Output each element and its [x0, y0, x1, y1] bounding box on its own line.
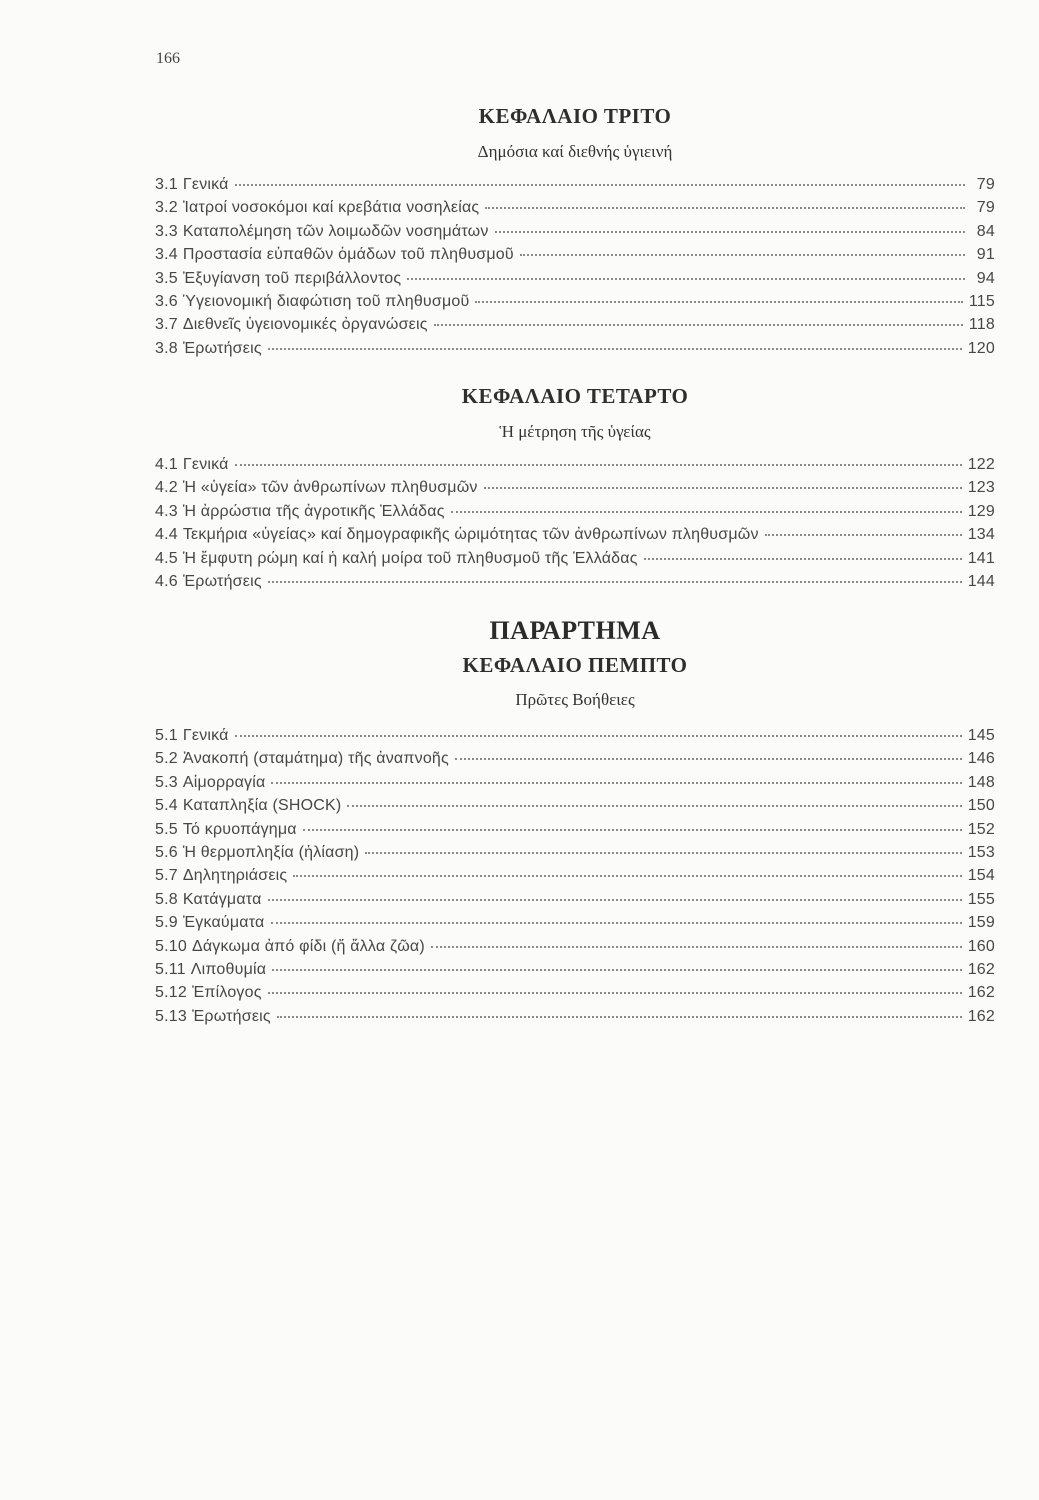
toc-entry-number: 5.2 [155, 750, 178, 768]
chapter-5-heading [155, 653, 995, 678]
toc-entry-page: 91 [976, 246, 995, 264]
toc-entry-page: 154 [967, 867, 995, 885]
chapter-5-title: ΚΕΦΑΛΑΙΟ ΠΕΜΠΤΟ [462, 653, 688, 677]
toc-entry-number: 3.3 [155, 222, 178, 240]
toc-entry-number: 5.1 [155, 727, 178, 744]
toc-entry-title: Γενικά [182, 456, 229, 473]
toc-entry [155, 503, 995, 526]
toc-dot-leader [485, 206, 965, 209]
toc-entry-number: 5.7 [155, 867, 178, 885]
chapter-4-heading [155, 384, 995, 409]
toc-entry-title: Δάγκωμα ἀπό φίδι (ἤ ἄλλα ζῶα) [191, 937, 425, 955]
page-number: 166 [156, 50, 180, 67]
toc-entry-number: 5.13 [155, 1007, 187, 1025]
toc-entry-page: 120 [967, 339, 995, 357]
toc-entry-title: Ἐξυγίανση τοῦ περιβάλλοντος [182, 269, 402, 287]
toc-entry-number: 5.4 [155, 797, 178, 815]
toc-entry-number: 5.12 [155, 984, 187, 1002]
toc-entry-title: Τό κρυοπάγημα [182, 820, 297, 838]
chapter-5-subtitle: Πρῶτες Βοήθειες [515, 690, 635, 709]
toc-entry-title: Τεκμήρια «ὑγείας» καί δημογραφικῆς ὡριμότητας τῶν ἀνθρωπίνων πληθυσμῶν [182, 526, 759, 544]
toc-entry [155, 797, 995, 820]
chapter-3-subtitle: Δημόσια καί διεθνής ὑγιεινή [477, 142, 673, 161]
toc-dot-leader [268, 347, 962, 350]
toc-entry-number: 5.9 [155, 914, 178, 932]
toc-entry-title: Ἀνακοπή (σταμάτημα) τῆς ἀναπνοῆς [182, 750, 449, 768]
toc-entry-number: 5.6 [155, 843, 178, 861]
toc-entry [155, 774, 995, 797]
chapter-3-heading [155, 104, 995, 129]
toc-entry-title: Καταπληξία (SHOCK) [182, 797, 342, 815]
toc-entry-title: Ἡ θερμοπληξία (ἡλίαση) [182, 843, 360, 861]
chapter-3-toc [155, 176, 995, 363]
toc-entry-title: Γενικά [182, 727, 229, 744]
toc-entry-number: 4.6 [155, 572, 178, 590]
toc-entry-page: 162 [967, 960, 995, 978]
toc-dot-leader [268, 580, 962, 583]
toc-entry-page: 148 [967, 773, 995, 791]
toc-dot-leader [235, 463, 962, 466]
chapter-3-subtitle-wrap [155, 142, 995, 162]
toc-dot-leader [765, 533, 962, 536]
toc-dot-leader [495, 230, 965, 233]
chapter-5-toc [155, 727, 995, 1031]
toc-dot-leader [434, 323, 963, 326]
toc-dot-leader [407, 277, 965, 280]
toc-entry-page: 150 [967, 797, 995, 815]
toc-entry-page: 141 [967, 549, 995, 567]
toc-dot-leader [271, 921, 962, 924]
toc-entry [155, 867, 995, 890]
toc-dot-leader [475, 300, 962, 303]
toc-entry [155, 246, 995, 269]
toc-entry [155, 340, 995, 363]
toc-dot-leader [484, 486, 962, 489]
toc-dot-leader [347, 804, 961, 807]
toc-entry-number: 3.6 [155, 292, 178, 310]
toc-entry-title: Δηλητηριάσεις [182, 867, 288, 885]
toc-entry-title: Ἐρωτήσεις [182, 339, 262, 357]
toc-entry [155, 479, 995, 502]
toc-entry-title: Ἡ «ὑγεία» τῶν ἀνθρωπίνων πληθυσμῶν [182, 479, 478, 497]
toc-entry-number: 5.8 [155, 890, 178, 908]
toc-entry [155, 891, 995, 914]
toc-entry-number: 5.5 [155, 820, 178, 838]
toc-entry-page: 152 [967, 820, 995, 838]
toc-dot-leader [520, 253, 965, 256]
toc-dot-leader [272, 968, 962, 971]
toc-entry-number: 4.1 [155, 456, 178, 473]
toc-entry-page: 145 [967, 727, 995, 744]
toc-entry [155, 456, 995, 479]
toc-entry-title: Ἐγκαύματα [182, 914, 265, 932]
toc-entry [155, 526, 995, 549]
toc-entry [155, 984, 995, 1007]
toc-dot-leader [277, 1015, 962, 1018]
toc-entry [155, 914, 995, 937]
toc-entry-title: Ἡ ἔμφυτη ρώμη καί ἡ καλή μοίρα τοῦ πληθυσμοῦ τῆς Ἑλλάδας [182, 549, 638, 567]
toc-entry-number: 4.3 [155, 502, 178, 520]
toc-entry [155, 938, 995, 961]
toc-entry-page: 123 [967, 479, 995, 497]
toc-entry-title: Ἐρωτήσεις [182, 572, 262, 590]
toc-entry-title: Γενικά [182, 176, 229, 193]
toc-entry-number: 5.11 [155, 960, 186, 978]
toc-dot-leader [365, 851, 961, 854]
chapter-4-toc [155, 456, 995, 596]
toc-entry-page: 153 [967, 843, 995, 861]
toc-entry-page: 162 [967, 1007, 995, 1025]
chapter-5-subtitle-wrap [155, 690, 995, 710]
toc-entry-page: 134 [967, 526, 995, 544]
toc-entry-number: 3.2 [155, 199, 178, 217]
toc-entry-page: 160 [967, 937, 995, 955]
chapter-3-title: ΚΕΦΑΛΑΙΟ ΤΡΙΤΟ [478, 104, 672, 128]
toc-entry-number: 5.10 [155, 937, 187, 955]
toc-entry [155, 316, 995, 339]
toc-entry [155, 727, 995, 750]
toc-entry-title: Αἱμορραγία [182, 773, 266, 791]
toc-dot-leader [271, 781, 961, 784]
toc-entry-number: 3.8 [155, 339, 178, 357]
toc-entry [155, 573, 995, 596]
toc-dot-leader [431, 945, 962, 948]
toc-dot-leader [451, 510, 962, 513]
toc-entry-number: 3.7 [155, 316, 178, 334]
toc-entry-page: 159 [967, 914, 995, 932]
toc-entry [155, 176, 995, 199]
toc-entry-title: Κατάγματα [182, 890, 262, 908]
toc-entry-page: 122 [967, 456, 995, 473]
toc-entry-page: 79 [976, 199, 995, 217]
toc-entry-title: Καταπολέμηση τῶν λοιμωδῶν νοσημάτων [182, 222, 489, 240]
toc-entry-page: 118 [968, 316, 995, 334]
toc-entry [155, 550, 995, 573]
toc-entry-title: Ἐρωτήσεις [191, 1007, 271, 1025]
toc-entry-title: Λιποθυμία [190, 960, 267, 978]
toc-entry-number: 4.5 [155, 549, 178, 567]
toc-dot-leader [455, 757, 962, 760]
toc-entry [155, 1008, 995, 1031]
toc-entry-page: 146 [967, 750, 995, 768]
appendix-title: ΠΑΡΑΡΤΗΜΑ [489, 616, 661, 645]
toc-entry [155, 750, 995, 773]
toc-entry-page: 94 [976, 269, 995, 287]
toc-entry [155, 199, 995, 222]
toc-entry-page: 155 [967, 890, 995, 908]
toc-entry-number: 3.1 [155, 176, 178, 193]
toc-entry-title: Ἡ ἀρρώστια τῆς ἀγροτικῆς Ἑλλάδας [182, 502, 445, 520]
toc-entry [155, 293, 995, 316]
toc-dot-leader [293, 874, 961, 877]
toc-entry-page: 129 [967, 502, 995, 520]
toc-entry-number: 3.5 [155, 269, 178, 287]
toc-entry-page: 84 [976, 222, 995, 240]
toc-entry-number: 5.3 [155, 773, 178, 791]
chapter-4-subtitle-wrap [155, 422, 995, 442]
toc-entry [155, 223, 995, 246]
toc-entry-title: Ὑγειονομική διαφώτιση τοῦ πληθυσμοῦ [182, 292, 470, 310]
toc-entry-page: 79 [976, 176, 995, 193]
toc-entry-page: 115 [968, 292, 995, 310]
toc-entry-number: 4.4 [155, 526, 178, 544]
toc-entry [155, 270, 995, 293]
chapter-4-subtitle: Ἡ μέτρηση τῆς ὑγείας [499, 422, 651, 441]
toc-dot-leader [268, 898, 962, 901]
toc-entry-title: Ἐπίλογος [191, 984, 262, 1002]
toc-entry [155, 961, 995, 984]
toc-entry [155, 844, 995, 867]
toc-dot-leader [303, 828, 962, 831]
toc-entry-title: Ἰατροί νοσοκόμοι καί κρεβάτια νοσηλείας [182, 199, 480, 217]
toc-entry-page: 144 [967, 572, 995, 590]
toc-dot-leader [235, 183, 965, 186]
toc-dot-leader [268, 991, 962, 994]
toc-entry-page: 162 [967, 984, 995, 1002]
toc-entry-number: 4.2 [155, 479, 178, 497]
toc-entry-title: Προστασία εὐπαθῶν ὁμάδων τοῦ πληθυσμοῦ [182, 246, 514, 264]
toc-dot-leader [644, 557, 962, 560]
chapter-4-title: ΚΕΦΑΛΑΙΟ ΤΕΤΑΡΤΟ [461, 384, 689, 408]
toc-entry-number: 3.4 [155, 246, 178, 264]
appendix-heading [155, 616, 995, 646]
toc-dot-leader [235, 734, 962, 737]
toc-entry [155, 821, 995, 844]
toc-entry-title: Διεθνεῖς ὑγειονομικές ὀργανώσεις [182, 316, 428, 334]
